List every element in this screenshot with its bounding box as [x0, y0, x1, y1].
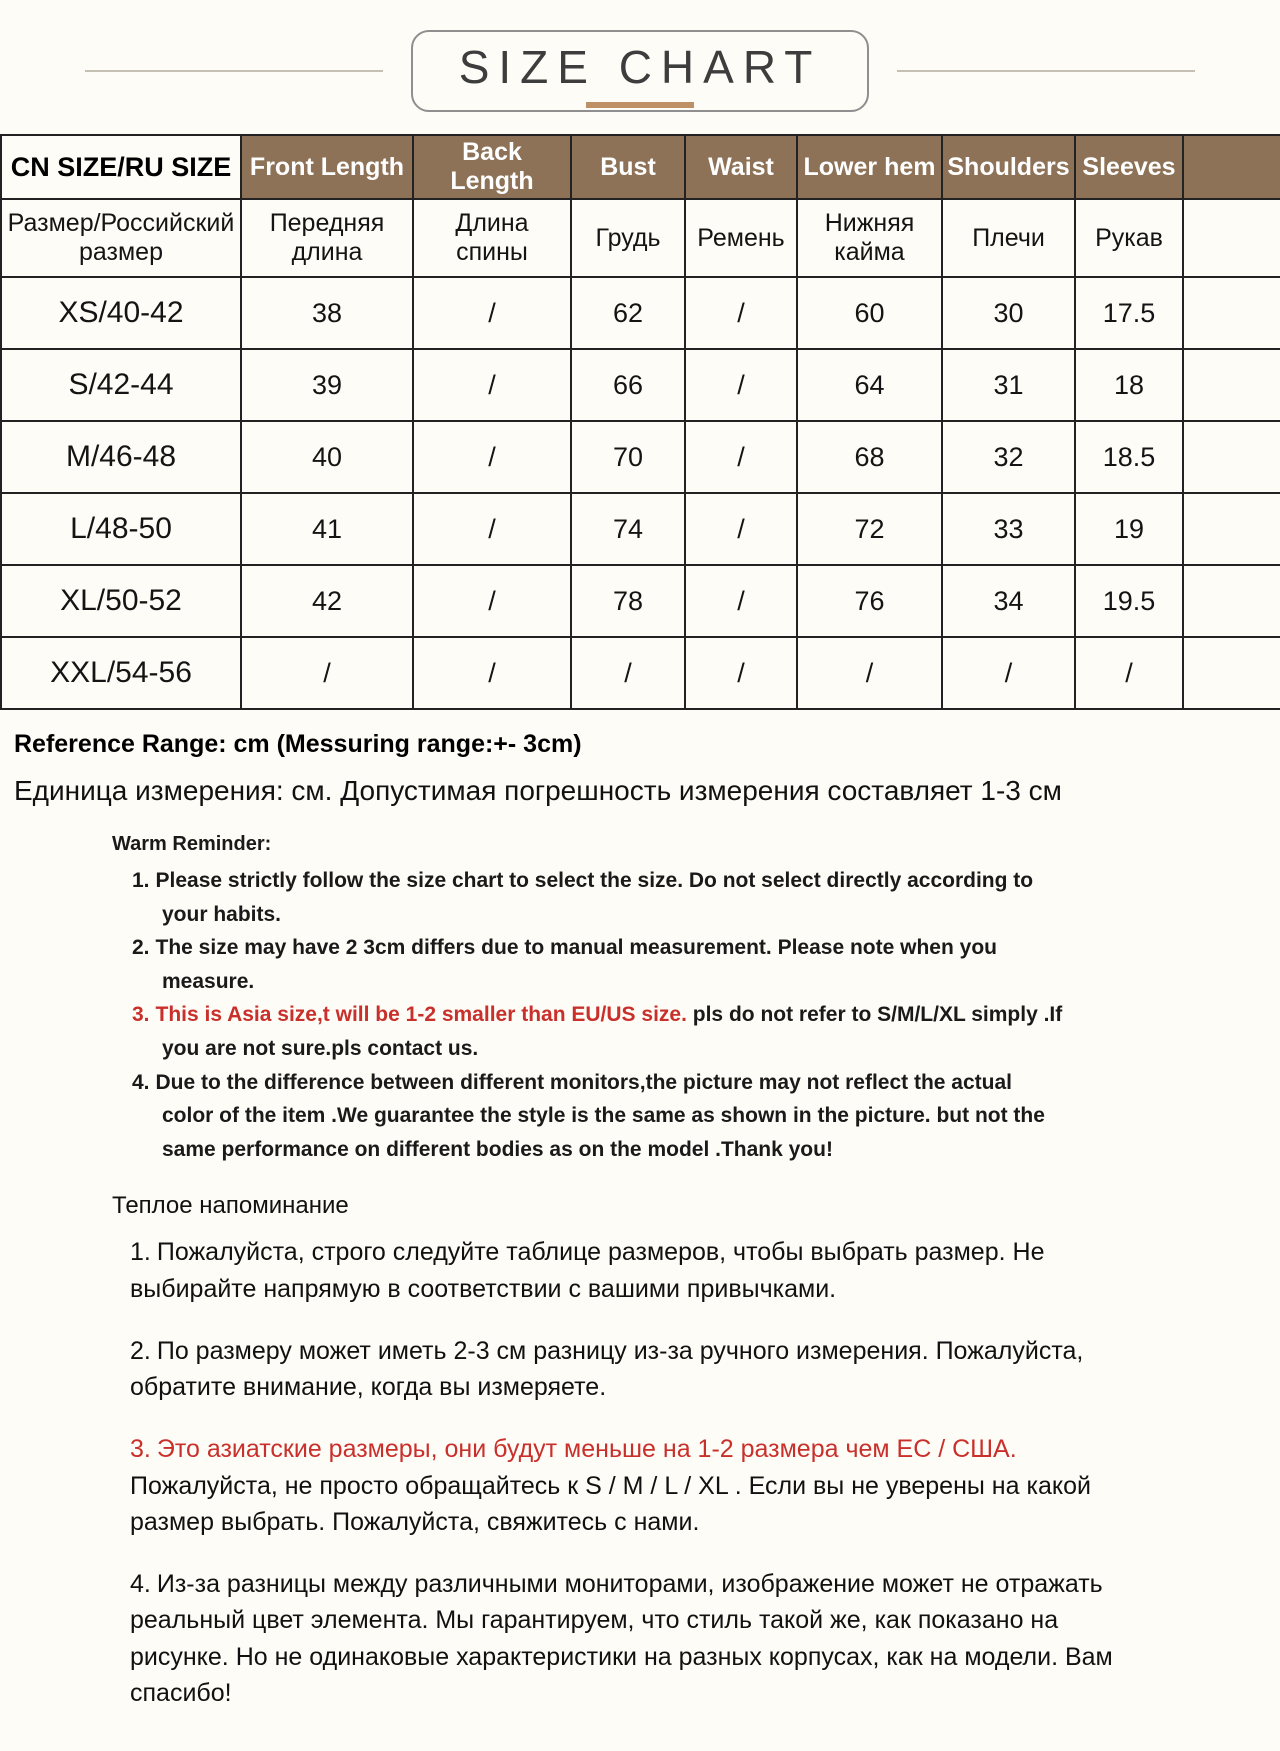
- measurement-cell: 39: [241, 349, 413, 421]
- measurement-cell: /: [685, 493, 797, 565]
- measurement-cell: 19: [1075, 493, 1183, 565]
- column-header-ru: Длина спины: [413, 199, 571, 277]
- measurement-cell: /: [241, 637, 413, 709]
- measurement-cell: 18.5: [1075, 421, 1183, 493]
- reminder-en-item-2: [132, 931, 1067, 998]
- table-row: [1, 493, 1280, 565]
- reminder-en-item-3: [132, 998, 1067, 1065]
- item-number: 2.: [132, 936, 150, 960]
- measurement-cell: 66: [571, 349, 685, 421]
- reminder-ru-item-3: [130, 1431, 1160, 1540]
- measurement-cell: /: [797, 637, 942, 709]
- reminder-ru-item-1: [130, 1234, 1160, 1307]
- cut-column-cell: [1183, 199, 1280, 277]
- cut-column-cell: [1183, 277, 1280, 349]
- warm-reminder-ru-title: Теплое напоминание: [112, 1192, 349, 1220]
- measurement-cell: 68: [797, 421, 942, 493]
- measurement-cell: /: [413, 637, 571, 709]
- cut-column-cell: [1183, 135, 1280, 199]
- measurement-cell: 34: [942, 565, 1075, 637]
- title-right-rule: [897, 70, 1195, 72]
- alert-text: This is Asia size,t will be 1-2 smaller than EU/US size.: [155, 1003, 687, 1027]
- measurement-cell: 60: [797, 277, 942, 349]
- title-accent-underline: [586, 102, 694, 108]
- measurement-cell: 76: [797, 565, 942, 637]
- table-row: [1, 637, 1280, 709]
- header-row-ru: [1, 199, 1280, 277]
- title-band: [0, 0, 1280, 130]
- note-text: The size may have 2 3cm differs due to manual measurement. Please note when you measure.: [155, 936, 997, 993]
- measurement-cell: 30: [942, 277, 1075, 349]
- measurement-cell: /: [942, 637, 1075, 709]
- reference-range-ru: Единица измерения: см. Допустимая погрешность измерения составляет 1-3 см: [14, 775, 1062, 806]
- measurement-cell: 78: [571, 565, 685, 637]
- warm-reminder-en-title: Warm Reminder:: [112, 833, 272, 855]
- size-chart-table: [0, 134, 1280, 710]
- note-text: Please strictly follow the size chart to select the size. Do not select directly according to your habits.: [155, 869, 1034, 926]
- measurement-cell: /: [685, 277, 797, 349]
- measurement-cell: /: [413, 421, 571, 493]
- column-header-ru: Грудь: [571, 199, 685, 277]
- measurement-cell: 64: [797, 349, 942, 421]
- item-number: 4.: [130, 1570, 151, 1599]
- reminder-ru-item-2: [130, 1333, 1160, 1406]
- note-text: По размеру может иметь 2-3 см разницу из-за ручного измерения. Пожалуйста, обратите внимание, когда вы измеряете.: [130, 1336, 1084, 1402]
- column-header-ru: Передняя длина: [241, 199, 413, 277]
- column-header-en: Waist: [685, 135, 797, 199]
- column-header-en: Front Length: [241, 135, 413, 199]
- item-number: 4.: [132, 1070, 150, 1094]
- column-header-en: Bust: [571, 135, 685, 199]
- item-number: 1.: [130, 1238, 151, 1267]
- note-text: pls do not refer to S/M/L/XL simply .If you are not sure.pls contact us.: [162, 1003, 1063, 1060]
- item-number: 1.: [132, 869, 150, 892]
- measurement-cell: /: [571, 637, 685, 709]
- size-label-cell: S/42-44: [1, 349, 241, 421]
- item-number: 3.: [132, 1003, 150, 1027]
- table-row: [1, 421, 1280, 493]
- warm-reminder-ru-list: [112, 1234, 1160, 1711]
- measurement-cell: 41: [241, 493, 413, 565]
- measurement-cell: /: [685, 421, 797, 493]
- cut-column-cell: [1183, 493, 1280, 565]
- measurement-cell: /: [413, 565, 571, 637]
- measurement-cell: 32: [942, 421, 1075, 493]
- column-header-ru: Плечи: [942, 199, 1075, 277]
- note-text: Due to the difference between different monitors,the picture may not reflect the actual color of the item .We guarantee the style is the same as shown in the picture. but not the same performance on different bodies as on the model .Thank you!: [155, 1070, 1045, 1161]
- cut-column-cell: [1183, 637, 1280, 709]
- size-label-cell: M/46-48: [1, 421, 241, 493]
- warm-reminder-ru: [112, 1192, 1160, 1711]
- column-header-en: Lower hem: [797, 135, 942, 199]
- note-text: Пожалуйста, строго следуйте таблице размеров, чтобы выбрать размер. Не выбирайте напрямую в соответствии с вашими привычками.: [130, 1238, 1045, 1303]
- table-row: [1, 565, 1280, 637]
- measurement-cell: 62: [571, 277, 685, 349]
- page-title: SIZE CHART: [458, 41, 822, 93]
- reminder-en-item-4: [132, 1066, 1067, 1167]
- reminder-en-item-1: [132, 864, 1067, 931]
- alert-text: Это азиатские размеры, они будут меньше на 1-2 размера чем ЕС / США.: [156, 1435, 1017, 1464]
- column-header-ru: Рукав: [1075, 199, 1183, 277]
- size-label-cell: XXL/54-56: [1, 637, 241, 709]
- measurement-cell: /: [413, 277, 571, 349]
- measurement-cell: 42: [241, 565, 413, 637]
- warm-reminder-en: [112, 833, 1160, 1166]
- measurement-cell: 74: [571, 493, 685, 565]
- item-number: 3.: [130, 1435, 151, 1464]
- measurement-cell: 72: [797, 493, 942, 565]
- measurement-cell: 17.5: [1075, 277, 1183, 349]
- cut-column-cell: [1183, 421, 1280, 493]
- table-row: [1, 349, 1280, 421]
- column-header-en: Back Length: [413, 135, 571, 199]
- reference-range-en: Reference Range: cm (Messuring range:+- 3cm): [14, 730, 582, 758]
- measurement-cell: /: [413, 493, 571, 565]
- measurement-cell: 19.5: [1075, 565, 1183, 637]
- note-text: Из-за разницы между различными мониторами, изображение может не отражать реальный цвет элемента. Мы гарантируем, что стиль такой же, как показано на рисунке. Но не одинаковые характеристики на разных корпусах, как на модели. Вам спасибо!: [130, 1570, 1113, 1707]
- measurement-cell: 18: [1075, 349, 1183, 421]
- measurement-cell: 40: [241, 421, 413, 493]
- measurement-cell: /: [685, 349, 797, 421]
- measurement-cell: /: [413, 349, 571, 421]
- size-label-cell: XL/50-52: [1, 565, 241, 637]
- measurement-cell: /: [1075, 637, 1183, 709]
- column-header-en: Shoulders: [942, 135, 1075, 199]
- note-text: Пожалуйста, не просто обращайтесь к S / M / L / XL . Если вы не уверены на какой размер выбрать. Пожалуйста, свяжитесь с нами.: [130, 1471, 1091, 1536]
- warm-reminder-en-list: [112, 864, 1160, 1166]
- column-header-ru: Нижняя кайма: [797, 199, 942, 277]
- reminder-ru-item-4: [130, 1566, 1160, 1711]
- column-header-en: Sleeves: [1075, 135, 1183, 199]
- header-row-en: [1, 135, 1280, 199]
- measurement-cell: 33: [942, 493, 1075, 565]
- measurement-cell: 31: [942, 349, 1075, 421]
- measurement-cell: /: [685, 565, 797, 637]
- size-label-cell: L/48-50: [1, 493, 241, 565]
- cut-column-cell: [1183, 565, 1280, 637]
- measurement-cell: 70: [571, 421, 685, 493]
- table-row: [1, 277, 1280, 349]
- column-header-ru: Размер/Российский размер: [1, 199, 241, 277]
- measurement-cell: 38: [241, 277, 413, 349]
- title-left-rule: [85, 70, 383, 72]
- column-header-en: CN SIZE/RU SIZE: [1, 135, 241, 199]
- title-box: [411, 30, 870, 112]
- measurement-cell: /: [685, 637, 797, 709]
- column-header-ru: Ремень: [685, 199, 797, 277]
- cut-column-cell: [1183, 349, 1280, 421]
- item-number: 2.: [130, 1336, 151, 1365]
- size-label-cell: XS/40-42: [1, 277, 241, 349]
